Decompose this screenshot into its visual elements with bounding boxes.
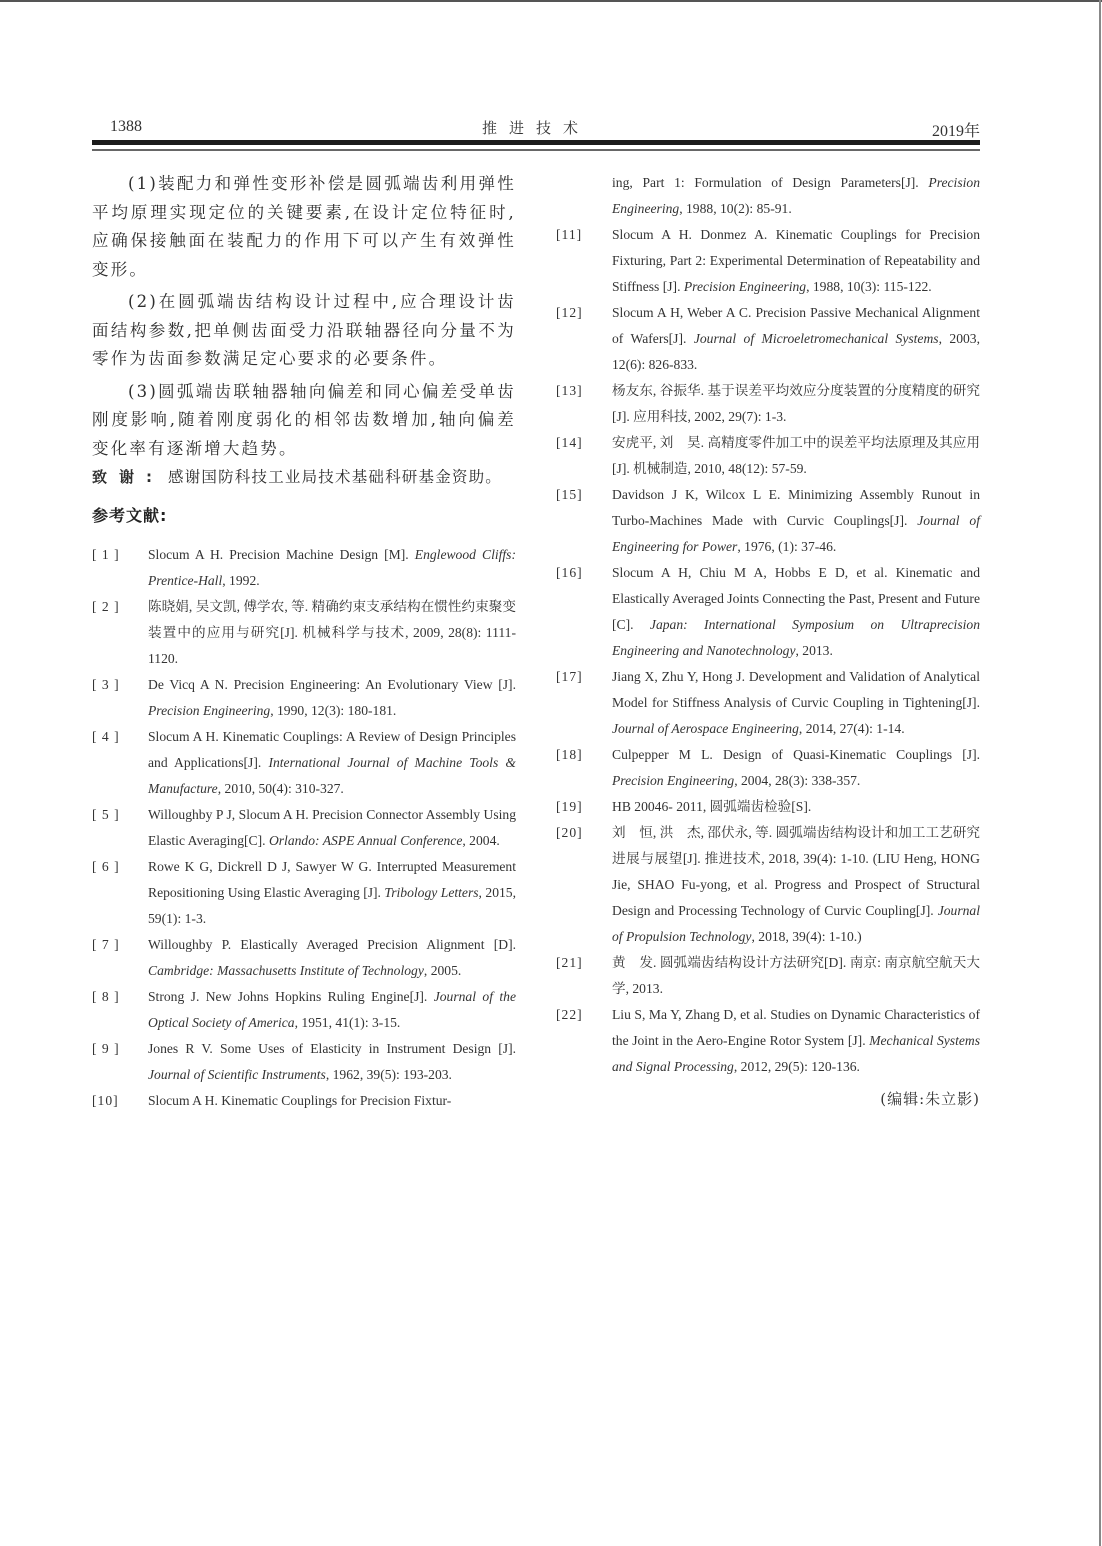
reference-number: [ 7 ] xyxy=(92,937,120,952)
reference-number: [ 9 ] xyxy=(92,1041,120,1056)
reference-number: [ 2 ] xyxy=(92,599,120,614)
reference-number: [16] xyxy=(556,565,583,580)
running-header xyxy=(92,116,980,140)
reference-text-part: , 1988, 10(2): 85-91. xyxy=(679,201,792,216)
reference-text xyxy=(148,932,516,984)
reference-text-part: , 2003, 12(6): 826-833. xyxy=(612,331,980,372)
reference-item xyxy=(556,560,980,664)
reference-item xyxy=(92,854,516,932)
reference-text xyxy=(148,724,516,802)
reference-item xyxy=(556,378,980,430)
reference-text xyxy=(612,820,980,950)
reference-text-part: 黄 发. 圆弧端齿结构设计方法研究[D]. 南京: 南京航空航天大学, 2013. xyxy=(612,955,980,996)
reference-text-part: , 1990, 12(3): 180-181. xyxy=(270,703,397,718)
reference-text-part: 刘 恒, 洪 杰, 邵伏永, 等. 圆弧端齿结构设计和加工工艺研究进展与展望[J]. 推进技术, 2018, 39(4): 1-10. (LIU Heng, HONG Jie, SHAO Fu-yong, et al. Progress and Prospect of Structural Design and Processing Technology of Curvic Coupling[J]. xyxy=(612,825,980,918)
reference-text-part: Slocum A H, Weber A C. Precision Passive Mechanical Alignment of Wafers[J]. xyxy=(612,305,980,346)
reference-text-part: 陈晓娟, 吴文凯, 傅学农, 等. 精确约束支承结构在惯性约束聚变装置中的应用与研究[J]. 机械科学与技术, 2009, 28(8): 1111-1120. xyxy=(148,599,516,666)
reference-text-part: Slocum A H. Kinematic Couplings: A Review of Design Principles and Applications[J]. xyxy=(148,729,516,770)
reference-source-title: Journal of Propulsion Technology xyxy=(612,903,980,944)
reference-number: [19] xyxy=(556,799,583,814)
reference-text-part: , 1992. xyxy=(222,573,260,588)
issue-year: 2019年 xyxy=(931,123,980,140)
reference-text xyxy=(612,430,980,482)
reference-text xyxy=(612,560,980,664)
reference-text-part: Slocum A H. Precision Machine Design [M]. xyxy=(148,547,415,562)
reference-item xyxy=(556,300,980,378)
reference-text-part: , 1988, 10(3): 115-122. xyxy=(806,279,932,294)
reference-source-title: Precision Engineering xyxy=(612,773,735,788)
reference-text-part: , 2018, 39(4): 1-10.) xyxy=(751,929,862,944)
reference-text-part: , 1962, 39(5): 193-203. xyxy=(325,1067,452,1082)
reference-item xyxy=(92,724,516,802)
reference-text xyxy=(612,222,980,300)
reference-text-part: , 2012, 29(5): 120-136. xyxy=(733,1059,860,1074)
reference-text xyxy=(148,1088,516,1114)
reference-item xyxy=(92,932,516,984)
reference-item xyxy=(556,222,980,300)
reference-item xyxy=(556,794,980,820)
reference-item xyxy=(556,820,980,950)
reference-number: [14] xyxy=(556,435,583,450)
reference-number: [ 3 ] xyxy=(92,677,120,692)
page-border-top xyxy=(0,0,1102,2)
reference-text xyxy=(148,542,516,594)
reference-item xyxy=(556,430,980,482)
reference-source-title: Orlando: ASPE Annual Conference xyxy=(268,833,463,848)
reference-text-part: , 2014, 27(4): 1-14. xyxy=(798,721,905,736)
reference-text-part: , 2013. xyxy=(795,643,833,658)
reference-source-title: Journal of Microeletromechanical Systems xyxy=(693,331,939,346)
reference-source-title: Englewood Cliffs: Prentice-Hall xyxy=(148,547,516,588)
header-rule-thin xyxy=(92,149,980,151)
reference-text-part: Rowe K G, Dickrell D J, Sawyer W G. Interrupted Measurement Repositioning Using Elastic Averaging [J]. xyxy=(148,859,516,900)
reference-text xyxy=(612,482,980,560)
reference-number: [ 5 ] xyxy=(92,807,120,822)
reference-source-title: Journal of Aerospace Engineering xyxy=(612,721,799,736)
reference-number: [ 8 ] xyxy=(92,989,120,1004)
reference-number: [20] xyxy=(556,825,583,840)
reference-text-part: Willoughby P J, Slocum A H. Precision Connector Assembly Using Elastic Averaging[C]. xyxy=(148,807,516,848)
reference-source-title: Tribology Letters xyxy=(384,885,479,900)
reference-list-left xyxy=(92,542,516,1114)
references-heading: 参考文献: xyxy=(92,506,168,525)
reference-source-title: Precision Engineering xyxy=(612,175,980,216)
reference-item xyxy=(556,742,980,794)
reference-list-right xyxy=(556,170,980,1080)
conclusion-paragraph: (1)装配力和弹性变形补偿是圆弧端齿利用弹性平均原理实现定位的关键要素,在设计定位特征时,应确保接触面在装配力的作用下可以产生有效弹性变形。 xyxy=(92,174,516,279)
reference-item xyxy=(556,1002,980,1080)
reference-number: [12] xyxy=(556,305,583,320)
reference-number: [21] xyxy=(556,955,583,970)
reference-source-title: Cambridge: Massachusetts Institute of Technology xyxy=(148,963,424,978)
reference-text-part: HB 20046- 2011, 圆弧端齿检验[S]. xyxy=(612,799,812,814)
reference-number: [10] xyxy=(92,1093,119,1108)
reference-item xyxy=(556,482,980,560)
conclusion-paragraph: (3)圆弧端齿联轴器轴向偏差和同心偏差受单齿刚度影响,随着刚度弱化的相邻齿数增加,轴向偏差变化率有逐渐增大趋势。 xyxy=(92,381,516,458)
reference-text-part: Jones R V. Some Uses of Elasticity in Instrument Design [J]. xyxy=(148,1041,516,1056)
reference-text xyxy=(612,664,980,742)
left-column xyxy=(92,170,516,1114)
reference-text xyxy=(612,1002,980,1080)
reference-text-part: Jiang X, Zhu Y, Hong J. Development and Validation of Analytical Model for Stiffness Analysis of Curvic Coupling in Tightening[J]. xyxy=(612,669,980,710)
reference-text xyxy=(148,802,516,854)
page-border-right xyxy=(1099,0,1101,1546)
reference-source-title: Precision Engineering xyxy=(148,703,271,718)
right-column xyxy=(556,170,980,1109)
reference-item xyxy=(92,542,516,594)
reference-item xyxy=(92,802,516,854)
reference-text-part: De Vicq A N. Precision Engineering: An Evolutionary View [J]. xyxy=(148,677,516,692)
reference-text-part: Culpepper M L. Design of Quasi-Kinematic Couplings [J]. xyxy=(612,747,980,762)
reference-source-title: Precision Engineering xyxy=(683,279,807,294)
reference-number: [17] xyxy=(556,669,583,684)
reference-item xyxy=(556,950,980,1002)
reference-text-part: , 2005. xyxy=(423,963,462,978)
reference-source-title: International Journal of Machine Tools & Manufacture xyxy=(148,755,516,796)
reference-text-part: , 1951, 41(1): 3-15. xyxy=(294,1015,401,1030)
reference-text-part: Willoughby P. Elastically Averaged Precision Alignment [D]. xyxy=(148,937,516,952)
reference-text-part: , 1976, (1): 37-46. xyxy=(737,539,837,554)
reference-text-part: 安虎平, 刘 昊. 高精度零件加工中的误差平均法原理及其应用[J]. 机械制造, 2010, 48(12): 57-59. xyxy=(612,435,980,476)
reference-item xyxy=(92,1036,516,1088)
reference-text-part: Davidson J K, Wilcox L E. Minimizing Assembly Runout in Turbo-Machines Made with Curvic Couplings[J]. xyxy=(612,487,980,528)
reference-source-title: Journal of Engineering for Power xyxy=(612,513,980,554)
acknowledgement-label: 致谢: xyxy=(92,468,164,486)
reference-text-part: 杨友东, 谷振华. 基于误差平均效应分度装置的分度精度的研究[J]. 应用科技, 2002, 29(7): 1-3. xyxy=(612,383,980,424)
reference-item xyxy=(556,664,980,742)
conclusion-paragraph: (2)在圆弧端齿结构设计过程中,应合理设计齿面结构参数,把单侧齿面受力沿联轴器径向分量不为零作为齿面参数满足定心要求的必要条件。 xyxy=(92,292,516,368)
reference-number: [ 1 ] xyxy=(92,547,120,562)
reference-text-part: ing, Part 1: Formulation of Design Parameters[J]. xyxy=(612,175,929,190)
reference-number: [22] xyxy=(556,1007,583,1022)
reference-text-part: , 2004. xyxy=(462,833,500,848)
reference-source-title: Japan: International Symposium on Ultraprecision Engineering and Nanotechnology xyxy=(612,617,980,658)
reference-number: [15] xyxy=(556,487,583,502)
reference-source-title: Mechanical Systems and Signal Processing xyxy=(612,1033,981,1074)
reference-text-part: Slocum A H. Kinematic Couplings for Precision Fixtur- xyxy=(148,1093,452,1108)
journal-title: 推进技术 xyxy=(481,119,590,137)
reference-text xyxy=(148,594,516,672)
reference-text-part: Strong J. New Johns Hopkins Ruling Engine[J]. xyxy=(148,989,434,1004)
reference-text xyxy=(612,300,980,378)
reference-item xyxy=(92,984,516,1036)
reference-continuation xyxy=(556,170,980,222)
reference-item xyxy=(92,594,516,672)
reference-item xyxy=(92,672,516,724)
reference-text xyxy=(148,1036,516,1088)
reference-text-part: Slocum A H, Chiu M A, Hobbs E D, et al. Kinematic and Elastically Averaged Joints Connecting the Past, Present and Future [C]. xyxy=(612,565,980,632)
reference-text-part: , 2004, 28(3): 338-357. xyxy=(734,773,861,788)
header-rule-thick xyxy=(92,140,980,145)
page-number: 1388 xyxy=(110,118,142,135)
reference-number: [18] xyxy=(556,747,583,762)
reference-text-part: Liu S, Ma Y, Zhang D, et al. Studies on Dynamic Characteristics of the Joint in the Aero-Engine Rotor System [J]. xyxy=(612,1007,980,1048)
acknowledgement xyxy=(92,463,516,491)
reference-text-part: Slocum A H. Donmez A. Kinematic Couplings for Precision Fixturing, Part 2: Experimental Determination of Repeatability and Stiffness [J]. xyxy=(612,227,980,294)
editor-note: (编辑:朱立影) xyxy=(880,1090,980,1108)
reference-source-title: Journal of Scientific Instruments xyxy=(148,1067,326,1082)
reference-number: [13] xyxy=(556,383,583,398)
reference-text xyxy=(612,950,980,1002)
reference-item xyxy=(92,1088,516,1114)
reference-text xyxy=(612,794,980,820)
acknowledgement-text: 感谢国防科技工业局技术基础科研基金资助。 xyxy=(168,468,503,486)
reference-text-part: , 2015, 59(1): 1-3. xyxy=(148,885,516,926)
reference-text xyxy=(148,854,516,932)
reference-text-part: , 2010, 50(4): 310-327. xyxy=(217,781,344,796)
reference-number: [ 6 ] xyxy=(92,859,120,874)
reference-number: [11] xyxy=(556,227,583,242)
reference-text xyxy=(612,378,980,430)
reference-text xyxy=(148,984,516,1036)
reference-text xyxy=(148,672,516,724)
reference-text xyxy=(612,742,980,794)
reference-source-title: Journal of the Optical Society of America xyxy=(148,989,516,1030)
reference-number: [ 4 ] xyxy=(92,729,120,744)
